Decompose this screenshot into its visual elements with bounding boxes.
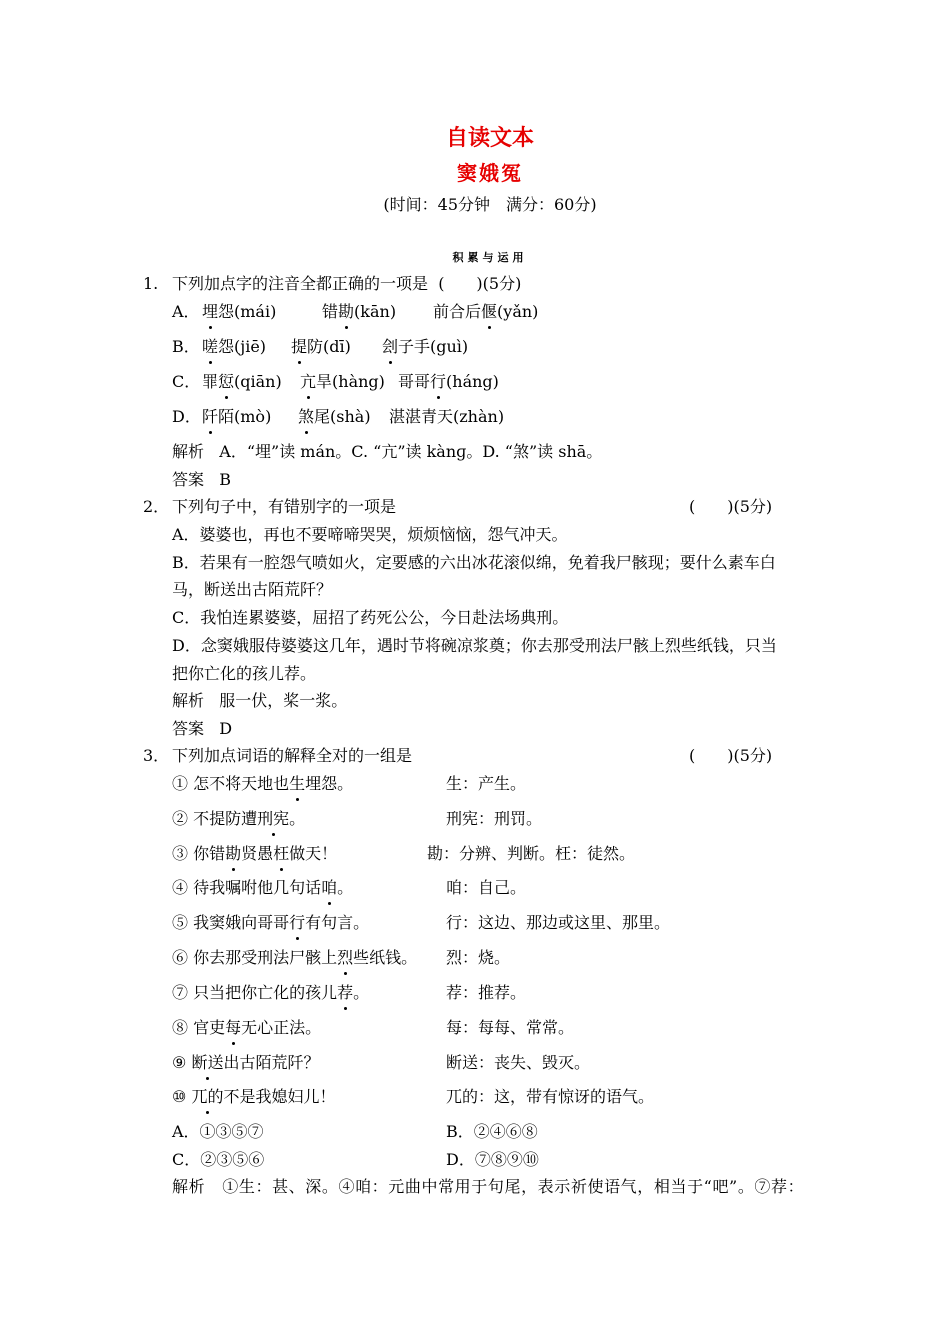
q3-item-left: ⑩ 兀的不是我媳妇儿！ [172,1087,336,1106]
q3-item-right: 咱：自己。 [446,878,527,897]
q1-number: 1. [143,274,159,293]
q1-stem: 下列加点字的注音全都正确的一项是 ( )(5分) [172,274,522,293]
section-heading: 积累与运用 [452,251,528,264]
q2-analysis: 解析 服一伏，桨一浆。 [172,691,348,710]
q3-stem: 下列加点词语的解释全对的一组是 [172,746,413,765]
q3-item-left: ④ 待我嘱咐他几句话咱。 [172,878,354,897]
q3-paren: ( )(5分) [689,746,773,765]
q1-answer: 答案 B [172,470,232,489]
q2-option-c: C．我怕连累婆婆，屈招了药死公公，今日赴法场典刑。 [172,608,569,627]
q2-option-b-line1: B．若果有一腔怨气喷如火，定要感的六出冰花滚似绵，免着我尸骸现；要什么素车白 [172,553,776,572]
q3-item-right: 勘：分辨、判断。枉：徒然。 [427,844,636,863]
q3-analysis: 解析 ①生：甚、深。④咱：元曲中常用于句尾，表示祈使语气，相当于“吧”。⑦荐： [172,1177,805,1196]
q3-item-right: 烈：烧。 [446,948,511,967]
q3-item-left: ⑧ 官吏每无心正法。 [172,1018,322,1037]
q2-option-a: A．婆婆也，再也不要啼啼哭哭，烦烦恼恼，怨气冲天。 [172,525,568,544]
q1-analysis: 解析 A．“埋”读 mán。C. “亢”读 kànɡ。D. “煞”读 shā。 [172,442,603,461]
q3-choice-c: C．②③⑤⑥ [172,1150,265,1169]
q2-stem: 下列句子中，有错别字的一项是 [172,497,397,516]
page-title: 自读文本 [445,126,534,151]
q1-option-c: C． 罪愆(qiān) 亢旱(hàng) 哥哥行(háng) [172,372,499,391]
q3-choice-a: A．①③⑤⑦ [172,1122,264,1141]
q3-item-left: ③ 你错勘贤愚枉做天！ [172,844,338,863]
q2-option-b-line2: 马，断送出古陌荒阡？ [172,580,333,599]
q3-number: 3． [143,746,170,765]
q3-item-left: ⑨ 断送出古陌荒阡？ [172,1053,320,1072]
q3-choice-b: B．②④⑥⑧ [446,1122,538,1141]
exam-meta: (时间：45分钟 满分：60分) [383,195,597,214]
q1-option-d: D． 阡陌(mò) 煞尾(shà) 湛湛青天(zhàn) [172,407,505,426]
q3-item-right: 生：产生。 [446,774,527,793]
q3-item-right: 荐：推荐。 [446,983,527,1002]
q3-item-right: 断送：丧失、毁灭。 [446,1053,591,1072]
q3-item-right: 每：每每、常常。 [446,1018,575,1037]
q2-option-d-line2: 把你亡化的孩儿荐。 [172,664,317,683]
q2-answer: 答案 D [172,719,233,738]
q3-item-right: 行：这边、那边或这里、那里。 [446,913,671,932]
q3-item-left: ② 不提防遭刑宪。 [172,809,306,828]
q3-item-right: 刑宪：刑罚。 [446,809,543,828]
q1-option-a: A． 埋怨(mái) 错勘(kān) 前合后偃(yǎn) [172,302,539,321]
q3-item-right: 兀的：这，带有惊讶的语气。 [446,1087,655,1106]
q3-item-left: ⑤ 我窦娥向哥哥行有句言。 [172,913,370,932]
q3-choice-d: D．⑦⑧⑨⑩ [446,1150,539,1169]
q3-item-left: ⑦ 只当把你亡化的孩儿荐。 [172,983,370,1002]
q2-number: 2． [143,497,170,516]
page-subtitle: 窦娥冤 [457,161,523,185]
q1-option-b: B． 嗟怨(jiē) 提防(dī) 刽子手(guì) [172,337,469,356]
q3-item-left: ⑥ 你去那受刑法尸骸上烈些纸钱。 [172,948,418,967]
q2-paren: ( )(5分) [689,497,773,516]
q3-item-left: ① 怎不将天地也生埋怨。 [172,774,354,793]
q2-option-d-line1: D．念窦娥服侍婆婆这几年，遇时节将碗凉浆奠；你去那受刑法尸骸上烈些纸钱，只当 [172,636,777,655]
